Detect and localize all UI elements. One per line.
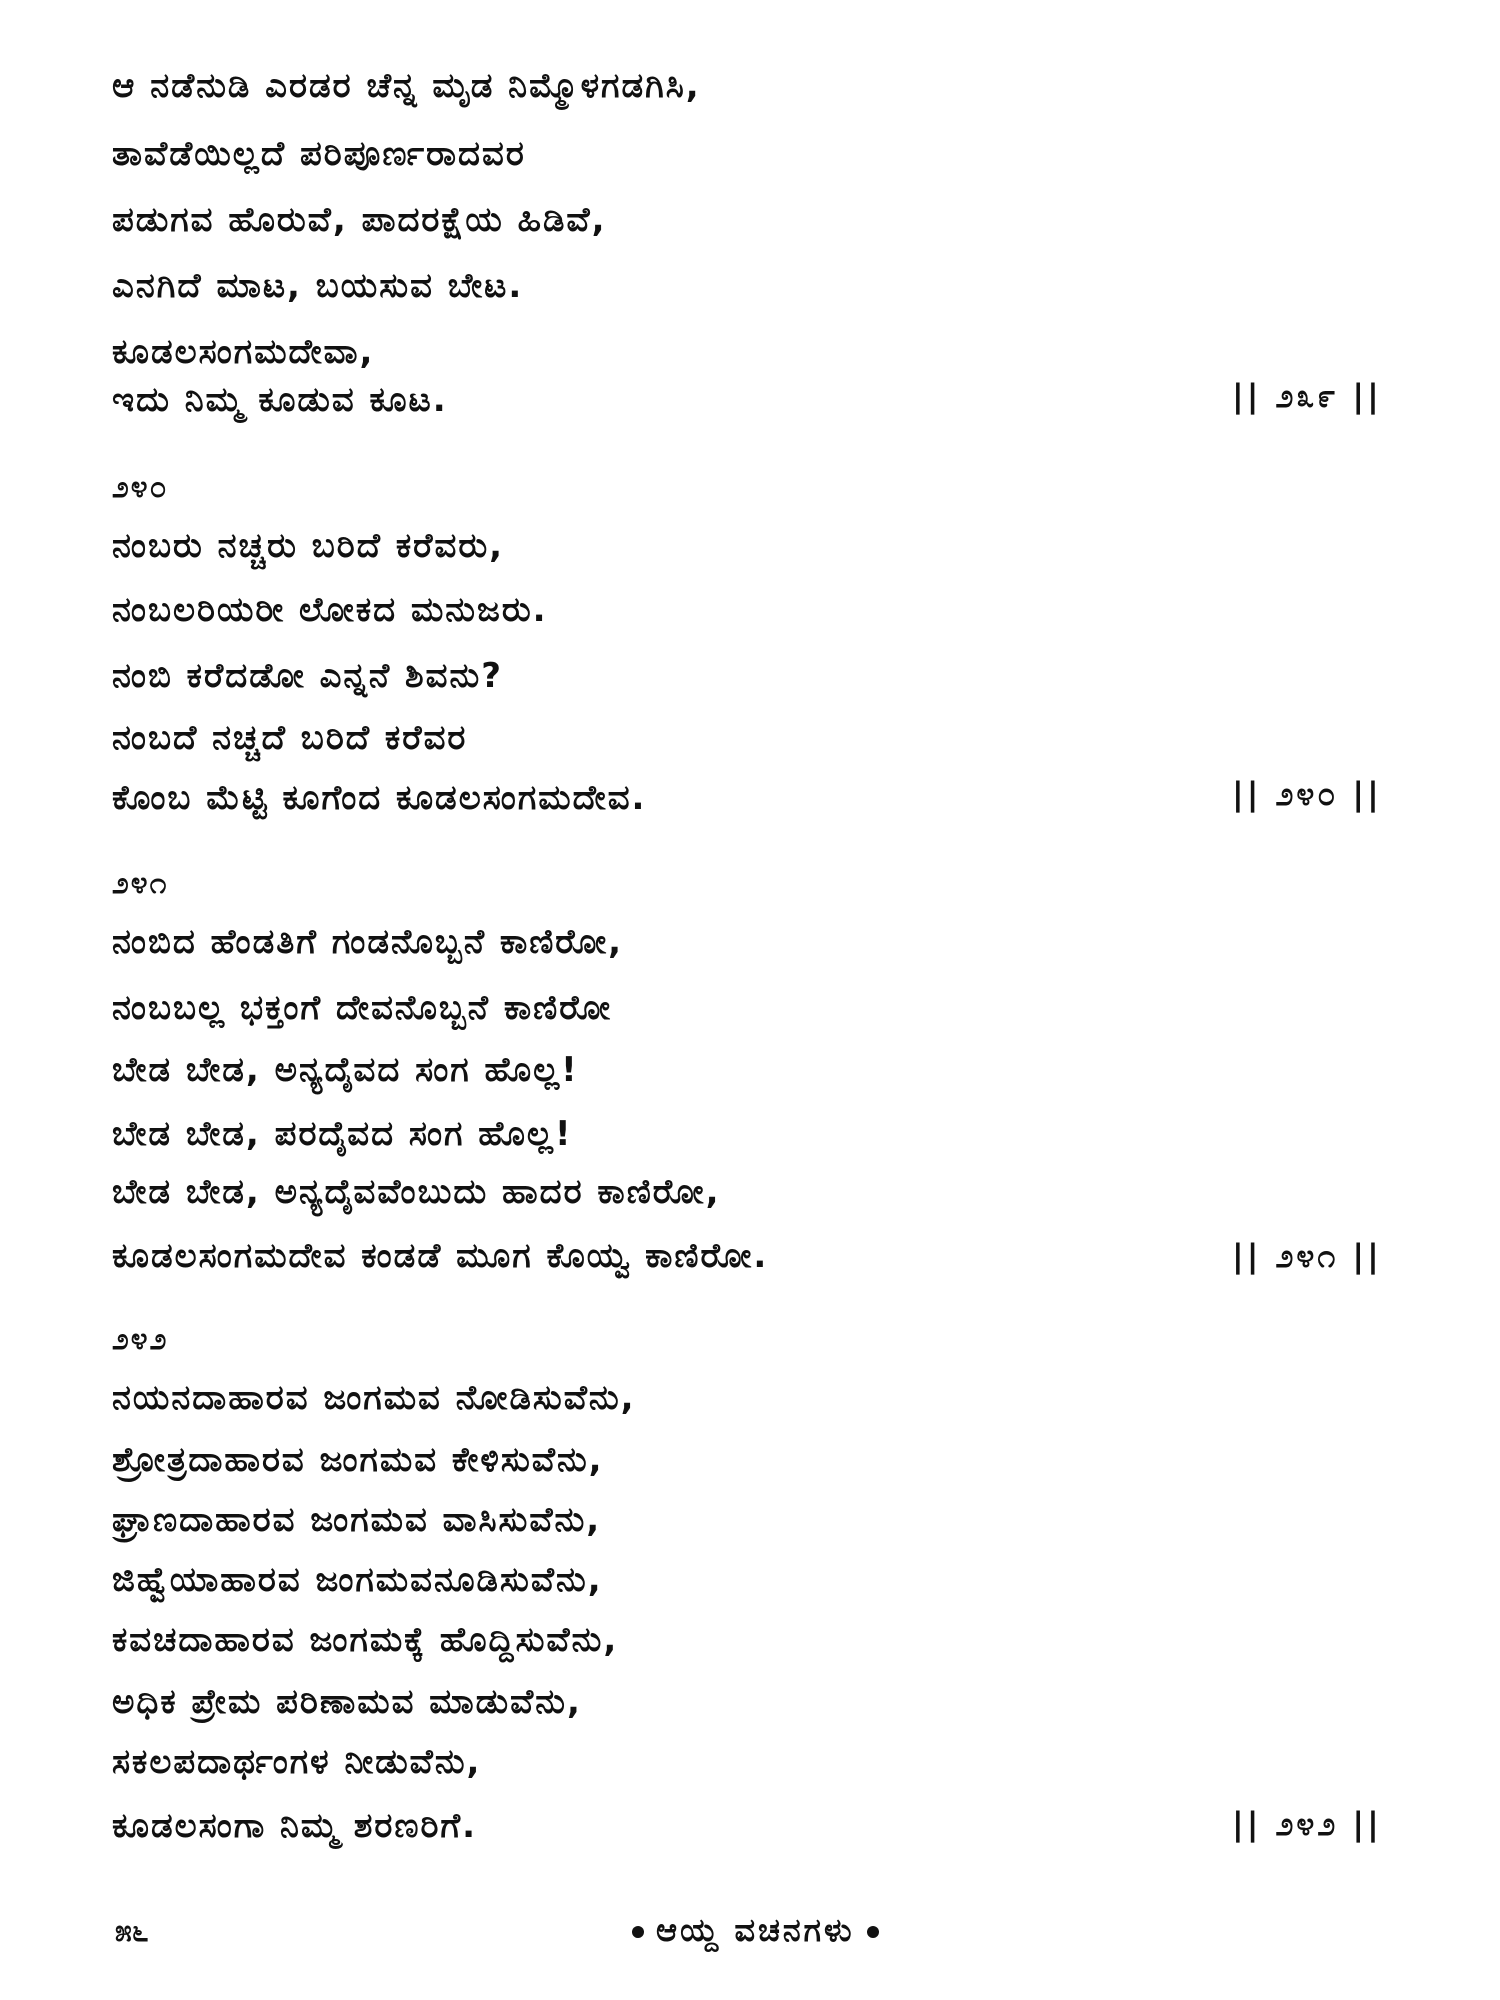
verse-line: ನಂಬದೆ ನಚ್ಚದೆ ಬರಿದೆ ಕರೆವರ [112, 718, 468, 758]
verse-line: ಕೂಡಲಸಂಗಾ ನಿಮ್ಮ ಶರಣರಿಗೆ. [112, 1806, 478, 1846]
verse-line: ಶ್ರೋತ್ರದಾಹಾರವ ಜಂಗಮವ ಕೇಳಿಸುವೆನು, [112, 1440, 604, 1480]
verse-end-marker: || ೨೩೯ || [1232, 377, 1382, 415]
verse-line: ಬೇಡ ಬೇಡ, ಪರದೈವದ ಸಂಗ ಹೊಲ್ಲ! [112, 1114, 573, 1154]
verse-line: ತಾವೆಡೆಯಿಲ್ಲದೆ ಪರಿಪೂರ್ಣರಾದವರ [112, 134, 526, 174]
verse-line: ಆ ನಡೆನುಡಿ ಎರಡರ ಚೆನ್ನ ಮೃಡ ನಿಮ್ಮೊಳಗಡಗಿಸಿ, [112, 66, 701, 106]
verse-line: ಇದು ನಿಮ್ಮ ಕೂಡುವ ಕೂಟ. [112, 380, 448, 420]
book-title: ಆಯ್ದ ವಚನಗಳು [656, 1911, 855, 1949]
verse-line: ಘ್ರಾಣದಾಹಾರವ ಜಂಗಮವ ವಾಸಿಸುವೆನು, [112, 1500, 602, 1540]
verse-line: ನಂಬರು ನಚ್ಚರು ಬರಿದೆ ಕರೆವರು, [112, 526, 505, 566]
verse-line: ಬೇಡ ಬೇಡ, ಅನ್ಯದೈವವೆಂಬುದು ಹಾದರ ಕಾಣಿರೋ, [112, 1172, 721, 1212]
verse-line: ನಂಬಿದ ಹೆಂಡತಿಗೆ ಗಂಡನೊಬ್ಬನೆ ಕಾಣಿರೋ, [112, 922, 624, 962]
verse-number: ೨೪೦ [112, 470, 169, 505]
verse-end-marker: || ೨೪೧ || [1232, 1237, 1382, 1275]
verse-line: ಕೂಡಲಸಂಗಮದೇವಾ, [112, 332, 375, 372]
verse-line: ಪಡುಗವ ಹೊರುವೆ, ಪಾದರಕ್ಷೆಯ ಹಿಡಿವೆ, [112, 200, 607, 240]
verse-line: ಕವಚದಾಹಾರವ ಜಂಗಮಕ್ಕೆ ಹೊದ್ದಿಸುವೆನು, [112, 1620, 619, 1660]
running-footer [620, 1910, 891, 1950]
bullet-icon [867, 1926, 879, 1938]
verse-line: ನಂಬಬಲ್ಲ ಭಕ್ತಂಗೆ ದೇವನೊಬ್ಬನೆ ಕಾಣಿರೋ [112, 988, 613, 1028]
verse-number: ೨೪೧ [112, 866, 169, 901]
page-number: ೫೬ [115, 1914, 149, 1949]
bullet-icon [632, 1926, 644, 1938]
verse-line: ಅಧಿಕ ಪ್ರೇಮ ಪರಿಣಾಮವ ಮಾಡುವೆನು, [112, 1682, 582, 1722]
verse-line: ಕೊಂಬ ಮೆಟ್ಟಿ ಕೂಗೆಂದ ಕೂಡಲಸಂಗಮದೇವ. [112, 778, 647, 818]
verse-line: ಜಿಹ್ವೆಯಾಹಾರವ ಜಂಗಮವನೂಡಿಸುವೆನು, [112, 1560, 603, 1600]
verse-end-marker: || ೨೪೦ || [1232, 775, 1382, 813]
verse-line: ಕೂಡಲಸಂಗಮದೇವ ಕಂಡಡೆ ಮೂಗ ಕೊಯ್ವ ಕಾಣಿರೋ. [112, 1236, 769, 1276]
verse-number: ೨೪೨ [112, 1322, 169, 1357]
verse-line: ನಂಬಲರಿಯರೀ ಲೋಕದ ಮನುಜರು. [112, 590, 548, 630]
verse-line: ನಂಬಿ ಕರೆದಡೋ ಎನ್ನನೆ ಶಿವನು? [112, 656, 503, 696]
verse-line: ಎನಗಿದೆ ಮಾಟ, ಬಯಸುವ ಬೇಟ. [112, 266, 524, 306]
verse-line: ಬೇಡ ಬೇಡ, ಅನ್ಯದೈವದ ಸಂಗ ಹೊಲ್ಲ! [112, 1050, 579, 1090]
verse-end-marker: || ೨೪೨ || [1232, 1805, 1382, 1843]
verse-line: ನಯನದಾಹಾರವ ಜಂಗಮವ ನೋಡಿಸುವೆನು, [112, 1378, 636, 1418]
verse-line: ಸಕಲಪದಾರ್ಥಂಗಳ ನೀಡುವೆನು, [112, 1742, 482, 1782]
